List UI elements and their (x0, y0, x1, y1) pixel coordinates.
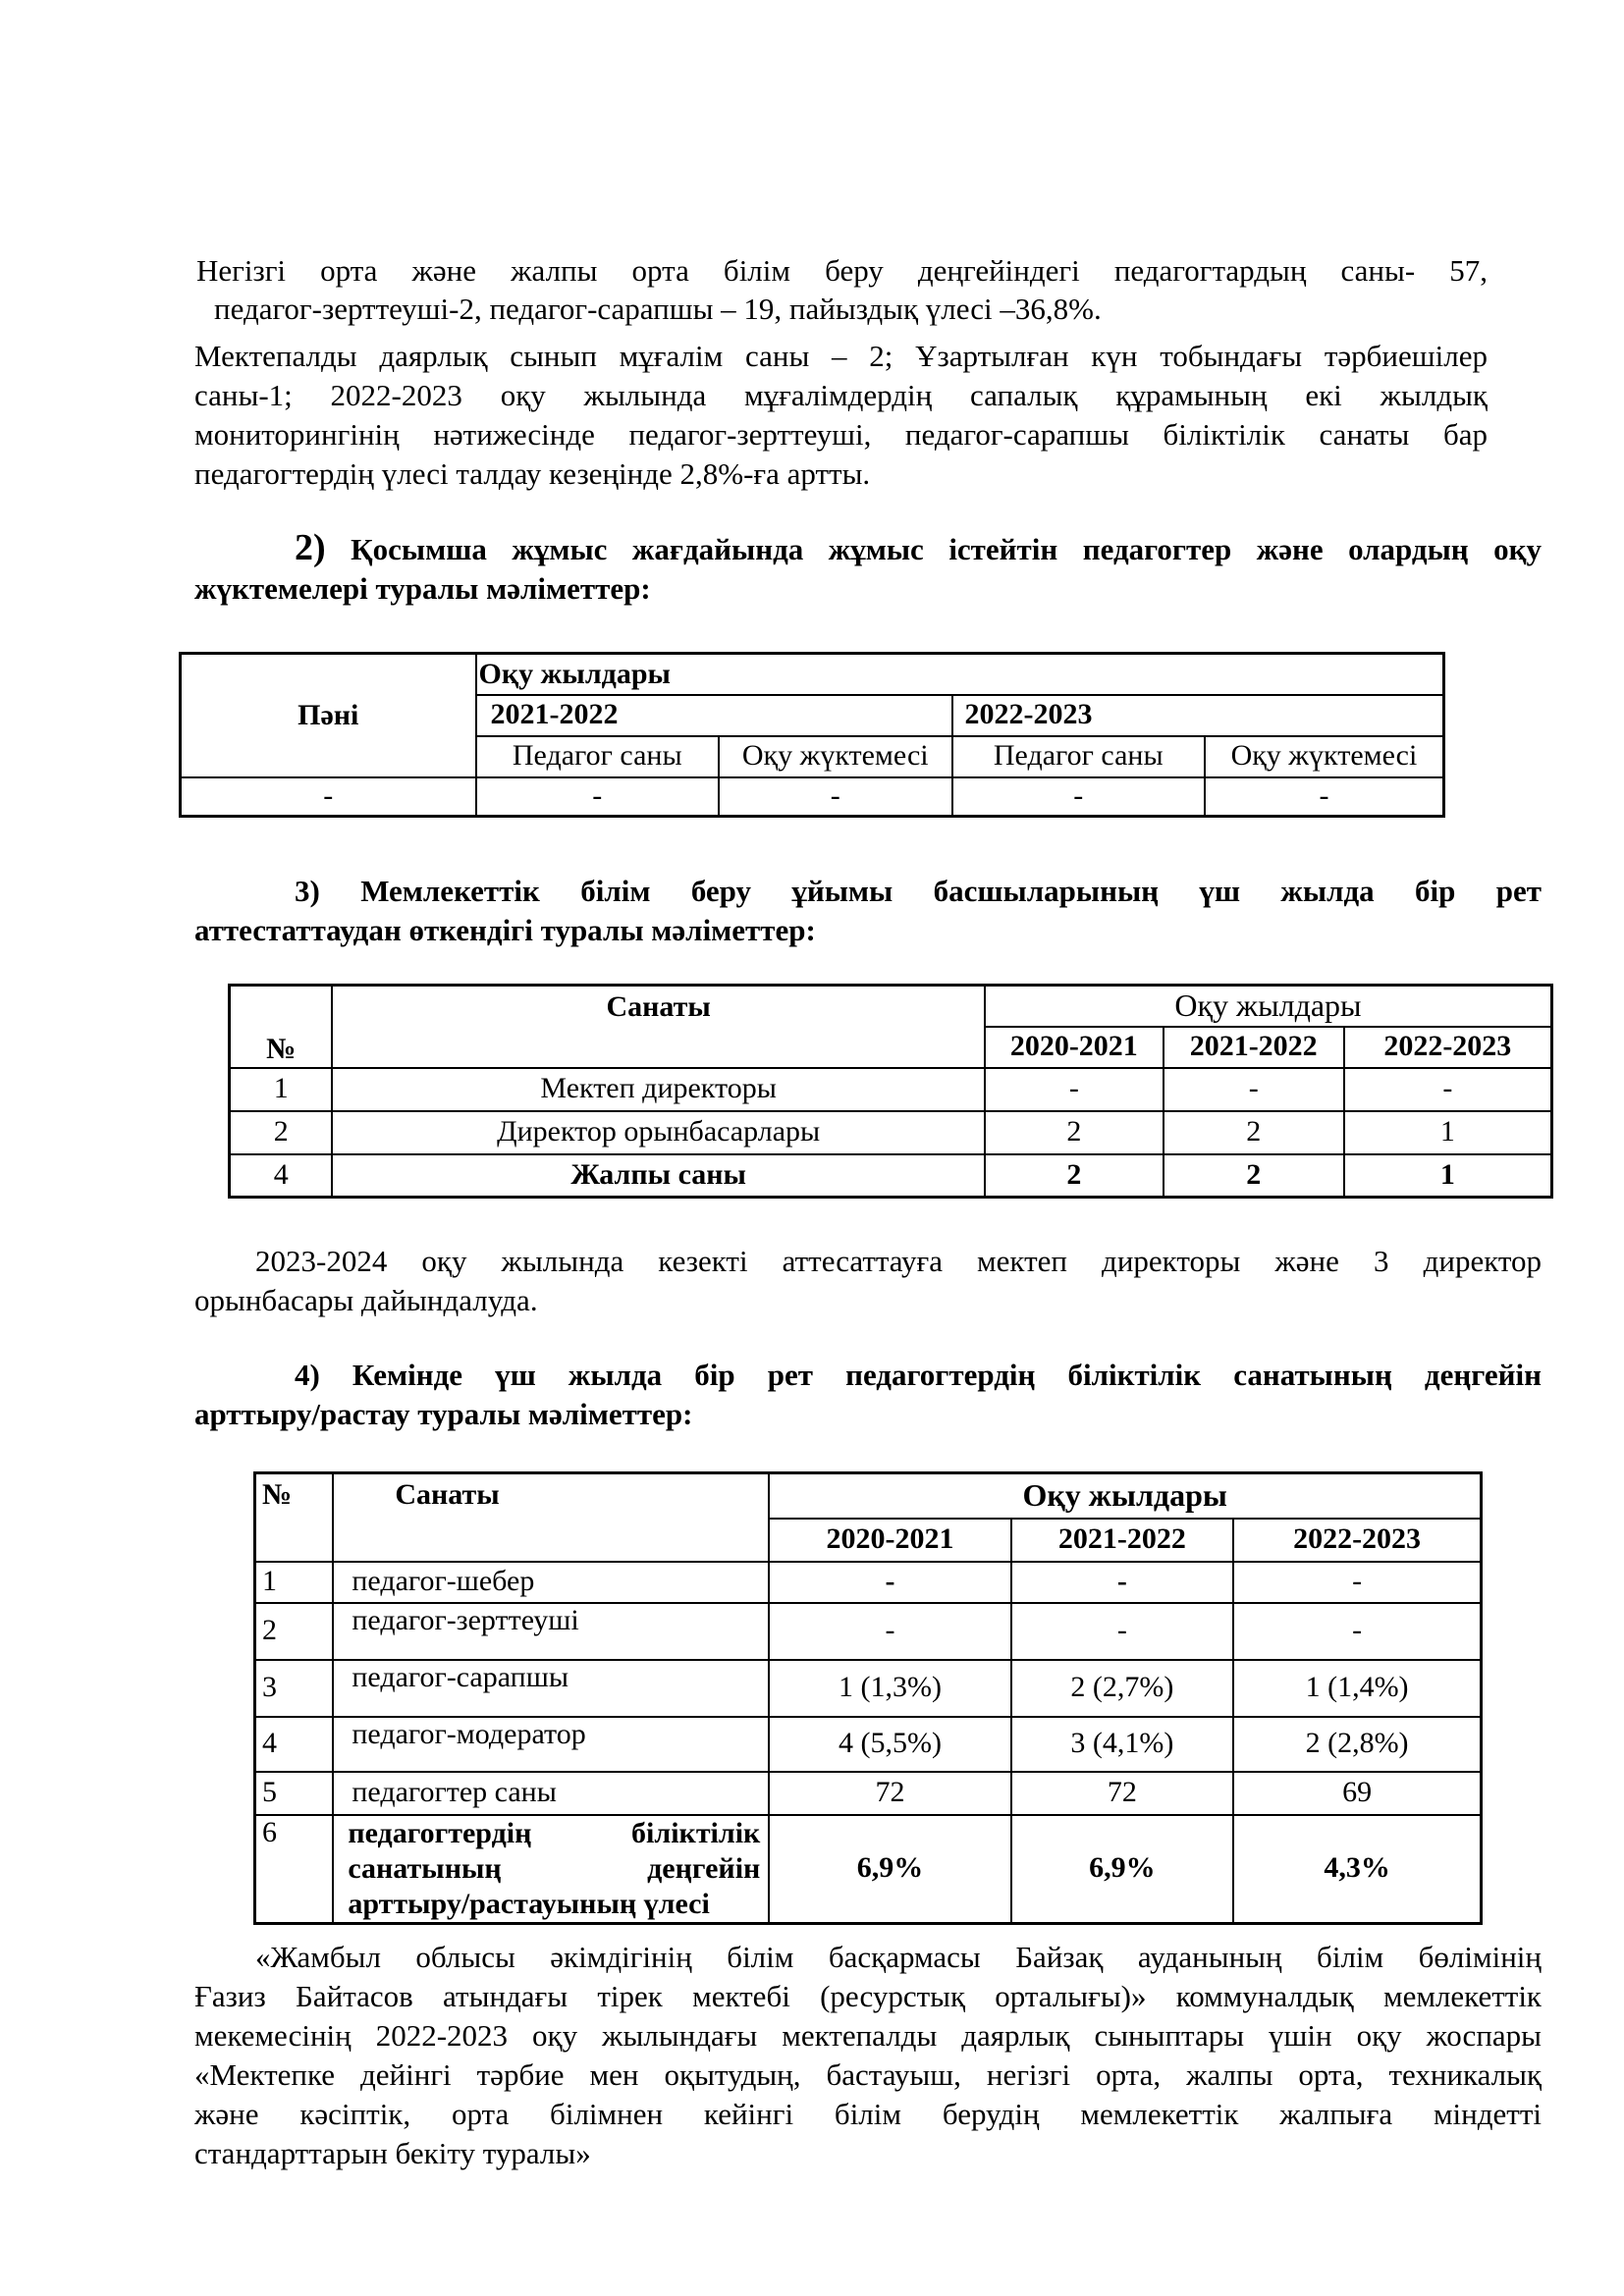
row-number: 4 (230, 1154, 333, 1198)
text-line: мониторингінің нәтижесінде педагог-зерттеуші, педагог-сарапшы біліктілік санаты бар (194, 417, 1488, 452)
table-cell: 1 (1344, 1111, 1552, 1154)
teachers-load-table (179, 652, 1445, 818)
intro-paragraph-1 (196, 251, 1488, 291)
text-line: мекемесінің 2022-2023 оқу жылындағы мектепалды даярлық сыныптары үшін оқу жоспары (194, 2018, 1542, 2053)
row-label: педагог-сарапшы (333, 1660, 769, 1717)
table-cell: 4,3% (1233, 1815, 1481, 1924)
category-header: Санаты (333, 1473, 769, 1562)
row-number: 6 (255, 1815, 334, 1924)
text-line: Ғазиз Байтасов атындағы тірек мектебі (ресурстық орталығы)» коммуналдық мемлекеттік (194, 1979, 1542, 2013)
category-header: Санаты (332, 986, 984, 1068)
table-cell: - (769, 1562, 1010, 1603)
row-label: педагог-модератор (333, 1717, 769, 1772)
text-line: 2023-2024 оқу жылында кезекті аттесаттауға мектеп директоры және 3 директор (255, 1244, 1542, 1278)
table-cell: - (181, 777, 476, 817)
table-cell: 3 (4,1%) (1011, 1717, 1233, 1772)
years-header: Оқу жылдары (985, 986, 1552, 1027)
section-3-heading (194, 872, 1542, 950)
section-number: 2) (295, 527, 326, 568)
table-cell: - (476, 777, 719, 817)
number-header: № (230, 986, 333, 1068)
year-header: 2020-2021 (769, 1519, 1010, 1562)
closing-paragraph (194, 1938, 1542, 2173)
row-label: Директор орынбасарлары (332, 1111, 984, 1154)
table-cell: 2 (1164, 1111, 1344, 1154)
text-line: «Жамбыл облысы әкімдігінің білім басқармасы Байзақ ауданының білім бөлімінің (255, 1940, 1542, 1974)
table-cell: - (985, 1068, 1164, 1111)
row-label-line: педагогтердің біліктілік (348, 1816, 761, 1849)
table-cell: - (1233, 1603, 1481, 1660)
column-header: Педагог саны (476, 736, 719, 777)
year-header: 2022-2023 (1233, 1519, 1481, 1562)
table-cell: - (1205, 777, 1444, 817)
heading-text: арттыру/растау туралы мәліметтер: (194, 1397, 693, 1431)
heading-text: жүктемелері туралы мәліметтер: (194, 571, 651, 606)
intro-paragraph-2 (194, 337, 1488, 494)
row-label (333, 1815, 769, 1924)
section-4-heading (194, 1356, 1542, 1434)
row-label-line: арттыру/растауының үлесі (348, 1887, 710, 1920)
year-header: 2022-2023 (952, 695, 1444, 736)
year-header: 2021-2022 (476, 695, 952, 736)
years-header: Оқу жылдары (476, 654, 1444, 695)
table-cell: - (769, 1603, 1010, 1660)
row-label-line: санатының деңгейін (348, 1851, 761, 1885)
table-cell: - (1011, 1562, 1233, 1603)
row-number: 2 (230, 1111, 333, 1154)
column-header: Оқу жүктемесі (1205, 736, 1444, 777)
table-cell: 1 (1,4%) (1233, 1660, 1481, 1717)
text-line: орынбасары дайындалуда. (194, 1283, 538, 1317)
table-cell: 6,9% (1011, 1815, 1233, 1924)
heading-text: 4) Кемінде үш жылда бір рет педагогтердің біліктілік санатының деңгейін (295, 1358, 1542, 1392)
text-line: педагогтердің үлесі талдау кезеңінде 2,8%-ға артты. (194, 456, 871, 491)
table-cell: 1 (1,3%) (769, 1660, 1010, 1717)
year-header: 2021-2022 (1164, 1027, 1344, 1068)
heading-text: аттестаттаудан өткендігі туралы мәліметтер: (194, 913, 816, 947)
row-number: 4 (255, 1717, 334, 1772)
table-cell: 2 (985, 1111, 1164, 1154)
row-label: Мектеп директоры (332, 1068, 984, 1111)
table-cell: 2 (1164, 1154, 1344, 1198)
table-cell: - (1011, 1603, 1233, 1660)
column-header: Педагог саны (952, 736, 1205, 777)
row-number: 2 (255, 1603, 334, 1660)
text-line: саны-1; 2022-2023 оқу жылында мұғалімдердің сапалық құрамының екі жылдық (194, 378, 1488, 412)
table-cell: 1 (1344, 1154, 1552, 1198)
text-line: Мектепалды даярлық сынып мұғалім саны – 2; Ұзартылған күн тобындағы тәрбиешілер (194, 339, 1488, 373)
row-label: Жалпы саны (332, 1154, 984, 1198)
table-cell: 2 (985, 1154, 1164, 1198)
subject-header: Пәні (181, 654, 476, 777)
table-cell: - (1164, 1068, 1344, 1111)
text-line: және кәсіптік, орта білімнен кейінгі білім берудің мемлекеттік жалпыға міндетті (194, 2097, 1542, 2131)
table-cell: 72 (769, 1772, 1010, 1815)
text-line: Негізгі орта және жалпы орта білім беру деңгейіндегі педагогтардың саны- 57, (196, 253, 1488, 288)
table-cell: 69 (1233, 1772, 1481, 1815)
section-2-heading (194, 524, 1542, 609)
year-header: 2021-2022 (1011, 1519, 1233, 1562)
text-line: «Мектепке дейінгі тәрбие мен оқытудың, бастауыш, негізгі орта, жалпы орта, техникалық (194, 2057, 1542, 2092)
table-cell: - (719, 777, 952, 817)
heading-text: 3) Мемлекеттік білім беру ұйымы басшыларының үш жылда бір рет (295, 874, 1542, 908)
table-cell: 2 (2,8%) (1233, 1717, 1481, 1772)
section-3-note (194, 1242, 1542, 1320)
column-header: Оқу жүктемесі (719, 736, 952, 777)
text-line: стандарттарын бекіту туралы» (194, 2136, 591, 2170)
number-header: № (255, 1473, 334, 1562)
table-cell: 4 (5,5%) (769, 1717, 1010, 1772)
directors-attestation-table (228, 984, 1553, 1199)
table-cell: - (1344, 1068, 1552, 1111)
row-number: 1 (230, 1068, 333, 1111)
row-label: педагог-шебер (333, 1562, 769, 1603)
year-header: 2022-2023 (1344, 1027, 1552, 1068)
row-number: 1 (255, 1562, 334, 1603)
heading-text: Қосымша жұмыс жағдайында жұмыс істейтін педагогтер және олардың оқу (351, 532, 1542, 566)
row-number: 3 (255, 1660, 334, 1717)
table-cell: - (952, 777, 1205, 817)
table-cell: 6,9% (769, 1815, 1010, 1924)
years-header: Оқу жылдары (769, 1473, 1481, 1519)
intro-paragraph-1-cont (214, 290, 1102, 329)
table-cell: 72 (1011, 1772, 1233, 1815)
row-number: 5 (255, 1772, 334, 1815)
table-cell: - (1233, 1562, 1481, 1603)
row-label: педагогтер саны (333, 1772, 769, 1815)
row-label: педагог-зерттеуші (333, 1603, 769, 1660)
qualification-table (253, 1471, 1483, 1925)
year-header: 2020-2021 (985, 1027, 1164, 1068)
table-cell: 2 (2,7%) (1011, 1660, 1233, 1717)
text-line: педагог-зерттеуші-2, педагог-сарапшы – 19, пайыздық үлесі –36,8%. (214, 292, 1102, 326)
